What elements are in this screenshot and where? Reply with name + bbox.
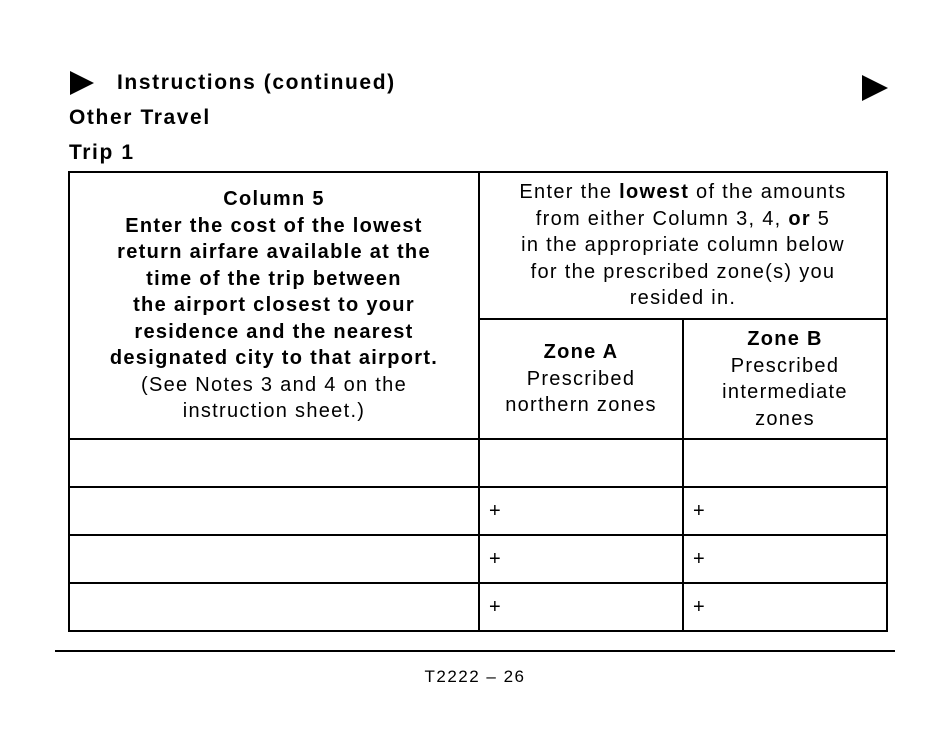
zone-b-title: Zone B (747, 328, 823, 350)
zone-b-header (683, 319, 887, 439)
instruction-text: 5 (810, 207, 831, 230)
column-5-line: time of the trip between (146, 267, 402, 290)
zone-a-plus-cell[interactable]: + (479, 487, 683, 535)
airfare-table (68, 171, 888, 632)
zone-a-desc: Prescribed (526, 367, 636, 390)
column-5-input-cell[interactable] (69, 535, 479, 583)
next-page-arrow-icon (862, 75, 888, 101)
zone-a-input-cell[interactable] (479, 439, 683, 487)
zone-a-header (479, 319, 683, 439)
column-5-heading: Column 5 (223, 188, 325, 211)
column-5-line: designated city to that airport. (109, 347, 439, 370)
column-5-input-cell[interactable] (69, 439, 479, 487)
instruction-text: in the appropriate column below (521, 234, 845, 257)
zone-b-plus-cell[interactable]: + (683, 535, 887, 583)
column-5-note: instruction sheet.) (182, 400, 366, 423)
zone-b-desc: intermediate (722, 381, 848, 403)
column-5-note: (See Notes 3 and 4 on the (141, 373, 407, 396)
column-5-line: residence and the nearest (134, 320, 414, 343)
column-5-input-cell[interactable] (69, 487, 479, 535)
trip-label: Trip 1 (69, 141, 135, 164)
instruction-text: resided in. (629, 287, 737, 310)
column-5-line: the airport closest to your (133, 294, 415, 317)
instruction-header (479, 172, 887, 319)
instruction-text: of the amounts (689, 181, 847, 204)
column-5-input-cell[interactable] (69, 583, 479, 631)
section-title: Other Travel (69, 106, 211, 129)
instruction-text: for the prescribed zone(s) you (530, 260, 836, 283)
zone-b-plus-cell[interactable]: + (683, 487, 887, 535)
zone-a-title: Zone A (543, 341, 619, 364)
page-title: Instructions (continued) (117, 71, 396, 94)
instruction-bold-or: or (788, 207, 811, 230)
zone-a-desc: northern zones (505, 394, 657, 417)
zone-b-input-cell[interactable] (683, 439, 887, 487)
zone-a-plus-cell[interactable]: + (479, 535, 683, 583)
column-5-line: return airfare available at the (117, 241, 431, 264)
zone-a-plus-cell[interactable]: + (479, 583, 683, 631)
instruction-bold-lowest: lowest (619, 181, 690, 204)
page-number: T2222 – 26 (424, 667, 526, 686)
zone-b-desc: Prescribed (730, 354, 840, 377)
zone-b-plus-cell[interactable]: + (683, 583, 887, 631)
column-5-line: Enter the cost of the lowest (125, 214, 423, 237)
right-arrow-icon (70, 71, 94, 95)
column-5-header (69, 172, 479, 439)
footer-divider (55, 650, 895, 652)
instruction-text: Enter the (519, 181, 620, 204)
zone-b-desc: zones (755, 407, 815, 430)
instruction-text: from either Column 3, 4, (535, 207, 789, 230)
